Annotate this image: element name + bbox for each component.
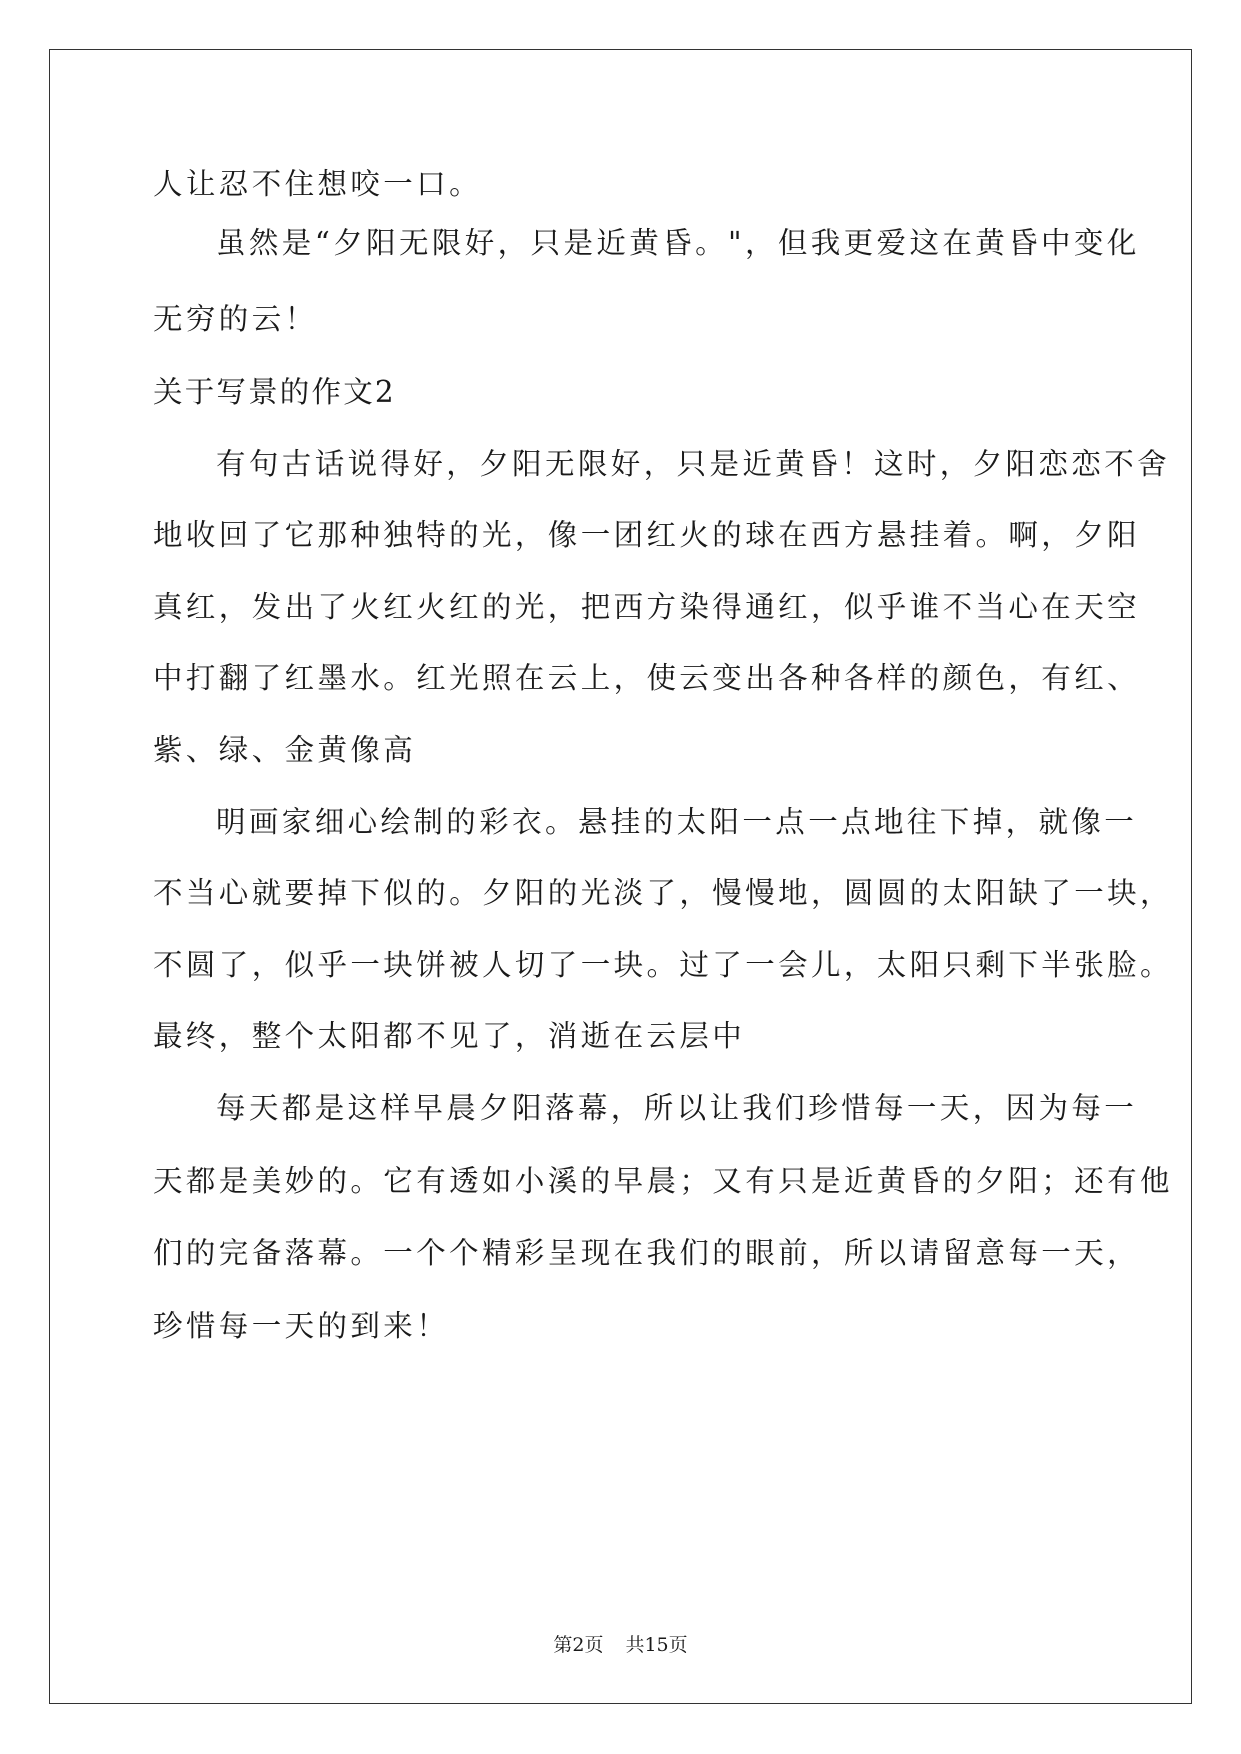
text-line-6: 地收回了它那种独特的光，像一团红火的球在西方悬挂着。啊，夕阳 [153,518,1141,552]
text-line-14: 每天都是这样早晨夕阳落幕，所以让我们珍惜每一天，因为每一 [216,1091,1138,1125]
text-line-8: 中打翻了红墨水。红光照在云上，使云变出各种各样的颜色，有红、 [153,661,1141,695]
text-line-17: 珍惜每一天的到来！ [153,1309,450,1343]
text-line-12: 不圆了，似乎一块饼被人切了一块。过了一会儿，太阳只剩下半张脸。 [153,948,1173,982]
section-heading: 关于写景的作文2 [153,375,396,409]
text-line-10: 明画家细心绘制的彩衣。悬挂的太阳一点一点地往下掉，就像一 [216,805,1138,839]
text-line-1: 人让忍不住想咬一口。 [153,167,483,201]
text-line-5: 有句古话说得好，夕阳无限好，只是近黄昏！这时，夕阳恋恋不舍 [216,447,1171,481]
text-line-3: 无穷的云！ [153,302,318,336]
text-line-11: 不当心就要掉下似的。夕阳的光淡了，慢慢地，圆圆的太阳缺了一块， [153,876,1173,910]
page-footer [0,1630,1241,1657]
text-line-7: 真红，发出了火红火红的光，把西方染得通红，似乎谁不当心在天空 [153,590,1141,624]
page-total: 共15页 [625,1634,688,1656]
text-line-2: 虽然是“夕阳无限好，只是近黄昏。"，但我更爱这在黄昏中变化 [216,226,1140,260]
text-line-15: 天都是美妙的。它有透如小溪的早晨；又有只是近黄昏的夕阳；还有他 [153,1164,1173,1198]
text-line-16: 们的完备落幕。一个个精彩呈现在我们的眼前，所以请留意每一天， [153,1236,1141,1270]
text-line-9: 紫、绿、金黄像高 [153,733,417,767]
page-number: 第2页 [553,1634,604,1656]
text-line-13: 最终，整个太阳都不见了，消逝在云层中 [153,1019,746,1053]
